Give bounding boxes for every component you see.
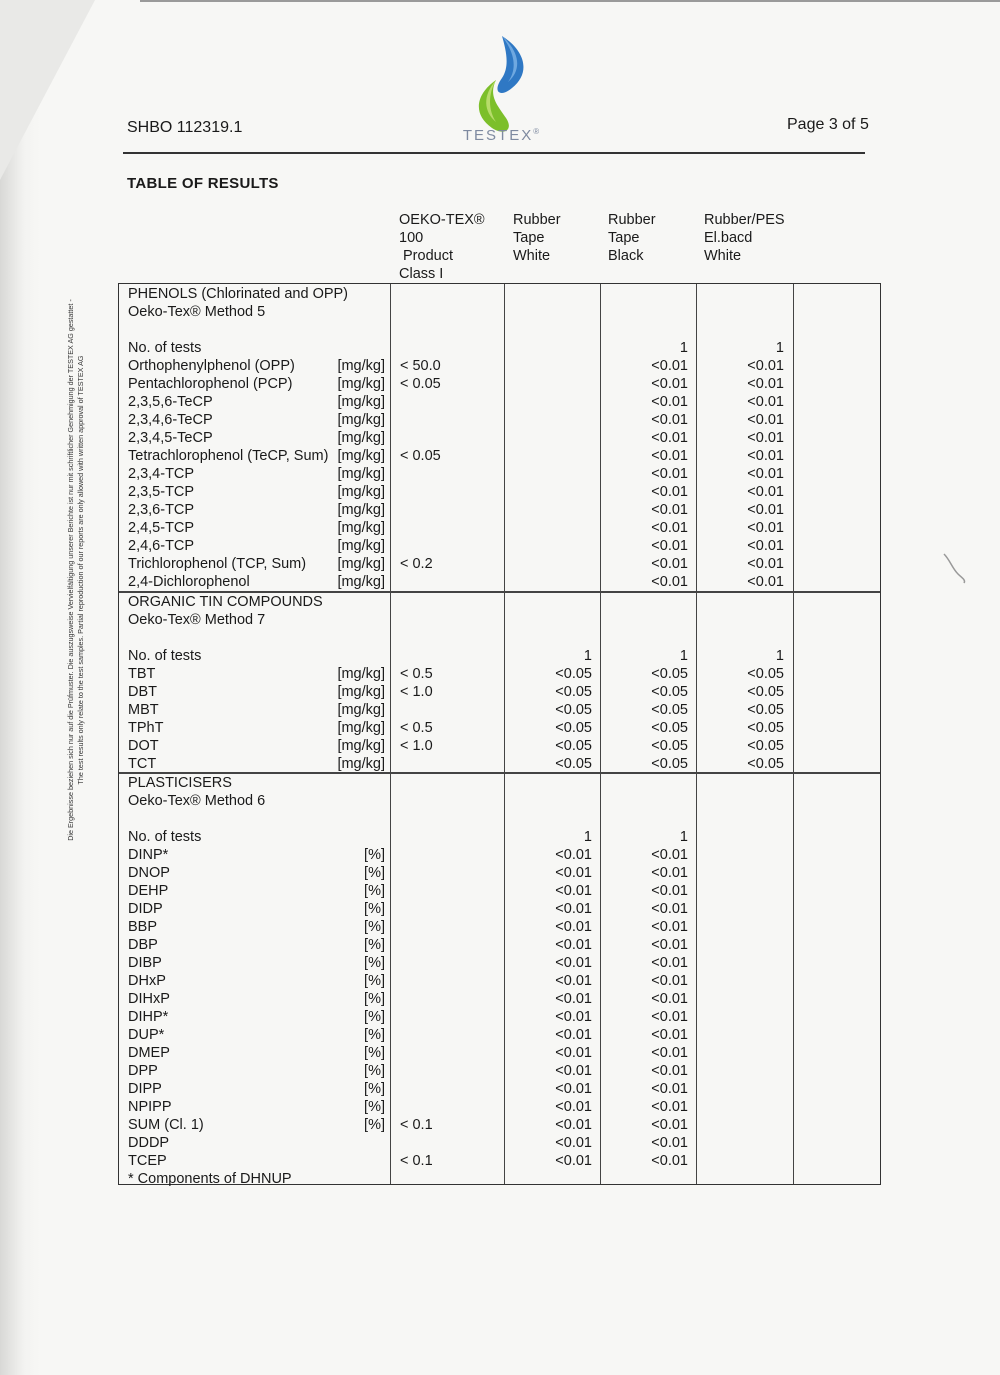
row-unit: [%] xyxy=(364,919,385,935)
row-limit: < 50.0 xyxy=(400,358,441,374)
pen-mark xyxy=(940,550,970,585)
value-rubber-tape-black: <0.01 xyxy=(651,1081,688,1097)
value-rubber-tape-black: <0.01 xyxy=(651,484,688,500)
row-unit: [%] xyxy=(364,973,385,989)
row-limit: < 0.05 xyxy=(400,448,441,464)
tests-count: 1 xyxy=(775,340,784,356)
value-rubber-tape-black: <0.01 xyxy=(651,556,688,572)
value-rubber-tape-black: <0.01 xyxy=(651,574,688,590)
value-rubber-tape-black: <0.01 xyxy=(651,394,688,410)
row-unit: [%] xyxy=(364,1063,385,1079)
value-rubber-pes-white: <0.01 xyxy=(747,448,784,464)
value-rubber-pes-white: <0.05 xyxy=(747,666,784,682)
row-limit: < 0.1 xyxy=(400,1153,433,1169)
value-rubber-tape-black: <0.05 xyxy=(651,720,688,736)
tests-count: 1 xyxy=(583,648,592,664)
section-title: PHENOLS (Chlorinated and OPP) xyxy=(128,286,349,302)
row-name: DIHxP xyxy=(128,991,170,1007)
column-header-limit: OEKO-TEX® 100 Product Class I xyxy=(399,212,485,282)
row-unit: [%] xyxy=(364,955,385,971)
row-name: DIHP* xyxy=(128,1009,169,1025)
tests-label: No. of tests xyxy=(128,829,202,845)
row-unit: [mg/kg] xyxy=(337,466,385,482)
brand-name: TESTEX® xyxy=(462,127,542,144)
column-header-rubber-pes-white: Rubber/PES El.bacd White xyxy=(704,212,785,264)
tests-count: 1 xyxy=(679,340,688,356)
legal-side-note: Die Ergebnisse beziehen sich nur auf die Prüfmuster. Die auszugsweise Vervielfältigung unserer Berichte ist nur mit schriftlicher Genehmigung der TESTEX AG gestattet - The test results only relate to the test samples. Partial reproduction of our reports are only allowed with written approval of TESTEX AG xyxy=(66,299,85,841)
scan-shadow xyxy=(0,0,40,1375)
value-rubber-tape-white: <0.01 xyxy=(555,1009,592,1025)
row-unit: [mg/kg] xyxy=(337,556,385,572)
row-name: DIDP xyxy=(128,901,163,917)
footnote: * Components of DHNUP xyxy=(128,1171,292,1187)
value-rubber-pes-white: <0.01 xyxy=(747,502,784,518)
page-title: TABLE OF RESULTS xyxy=(127,175,279,192)
row-unit: [mg/kg] xyxy=(337,538,385,554)
value-rubber-tape-white: <0.01 xyxy=(555,901,592,917)
row-unit: [%] xyxy=(364,1099,385,1115)
row-unit: [%] xyxy=(364,1045,385,1061)
row-name: DOT xyxy=(128,738,159,754)
value-rubber-tape-white: <0.01 xyxy=(555,1153,592,1169)
row-unit: [%] xyxy=(364,883,385,899)
value-rubber-tape-white: <0.01 xyxy=(555,1135,592,1151)
row-limit: < 0.1 xyxy=(400,1117,433,1133)
page-fold xyxy=(0,0,95,180)
value-rubber-tape-black: <0.01 xyxy=(651,412,688,428)
row-name: DINP* xyxy=(128,847,169,863)
value-rubber-tape-white: <0.05 xyxy=(555,666,592,682)
value-rubber-tape-black: <0.05 xyxy=(651,738,688,754)
row-unit: [mg/kg] xyxy=(337,666,385,682)
value-rubber-pes-white: <0.01 xyxy=(747,358,784,374)
value-rubber-pes-white: <0.01 xyxy=(747,376,784,392)
value-rubber-tape-black: <0.01 xyxy=(651,901,688,917)
tests-count: 1 xyxy=(775,648,784,664)
value-rubber-tape-white: <0.05 xyxy=(555,756,592,772)
results-table xyxy=(118,283,881,1185)
value-rubber-tape-black: <0.01 xyxy=(651,538,688,554)
row-unit: [mg/kg] xyxy=(337,684,385,700)
row-name: DIPP xyxy=(128,1081,162,1097)
value-rubber-pes-white: <0.01 xyxy=(747,556,784,572)
tests-label: No. of tests xyxy=(128,340,202,356)
row-unit: [%] xyxy=(364,865,385,881)
value-rubber-tape-white: <0.01 xyxy=(555,865,592,881)
row-name: NPIPP xyxy=(128,1099,172,1115)
value-rubber-tape-white: <0.01 xyxy=(555,847,592,863)
value-rubber-tape-black: <0.01 xyxy=(651,376,688,392)
row-name: BBP xyxy=(128,919,158,935)
value-rubber-tape-black: <0.01 xyxy=(651,520,688,536)
row-unit: [mg/kg] xyxy=(337,520,385,536)
row-unit: [%] xyxy=(364,1027,385,1043)
value-rubber-tape-black: <0.05 xyxy=(651,666,688,682)
tests-count: 1 xyxy=(679,829,688,845)
row-name: 2,3,6-TCP xyxy=(128,502,195,518)
row-unit: [%] xyxy=(364,1117,385,1133)
row-name: Trichlorophenol (TCP, Sum) xyxy=(128,556,307,572)
row-name: DEHP xyxy=(128,883,169,899)
row-unit: [mg/kg] xyxy=(337,574,385,590)
value-rubber-tape-black: <0.01 xyxy=(651,919,688,935)
value-rubber-tape-black: <0.01 xyxy=(651,430,688,446)
tests-count: 1 xyxy=(679,648,688,664)
value-rubber-tape-black: <0.01 xyxy=(651,1063,688,1079)
row-unit: [%] xyxy=(364,847,385,863)
value-rubber-tape-black: <0.01 xyxy=(651,847,688,863)
value-rubber-tape-white: <0.05 xyxy=(555,738,592,754)
value-rubber-tape-black: <0.01 xyxy=(651,466,688,482)
row-name: 2,4,6-TCP xyxy=(128,538,195,554)
tests-label: No. of tests xyxy=(128,648,202,664)
row-name: SUM (Cl. 1) xyxy=(128,1117,204,1133)
value-rubber-tape-black: <0.01 xyxy=(651,1117,688,1133)
column-header-rubber-tape-black: Rubber Tape Black xyxy=(608,212,656,264)
value-rubber-tape-white: <0.01 xyxy=(555,991,592,1007)
value-rubber-pes-white: <0.01 xyxy=(747,484,784,500)
value-rubber-tape-black: <0.05 xyxy=(651,702,688,718)
section-method: Oeko-Tex® Method 6 xyxy=(128,793,266,809)
row-limit: < 0.2 xyxy=(400,556,433,572)
tests-count: 1 xyxy=(583,829,592,845)
value-rubber-pes-white: <0.05 xyxy=(747,702,784,718)
value-rubber-pes-white: <0.01 xyxy=(747,574,784,590)
value-rubber-tape-black: <0.01 xyxy=(651,883,688,899)
row-unit: [%] xyxy=(364,901,385,917)
value-rubber-tape-black: <0.01 xyxy=(651,973,688,989)
row-name: 2,3,4-TCP xyxy=(128,466,195,482)
row-name: TPhT xyxy=(128,720,164,736)
row-limit: < 0.05 xyxy=(400,376,441,392)
row-limit: < 1.0 xyxy=(400,738,433,754)
value-rubber-pes-white: <0.05 xyxy=(747,684,784,700)
value-rubber-tape-black: <0.01 xyxy=(651,1135,688,1151)
row-name: DHxP xyxy=(128,973,166,989)
row-unit: [mg/kg] xyxy=(337,358,385,374)
row-limit: < 1.0 xyxy=(400,684,433,700)
row-name: DBT xyxy=(128,684,157,700)
row-name: 2,3,5-TCP xyxy=(128,484,195,500)
row-name: TBT xyxy=(128,666,156,682)
row-name: Orthophenylphenol (OPP) xyxy=(128,358,295,374)
row-unit: [mg/kg] xyxy=(337,430,385,446)
row-unit: [mg/kg] xyxy=(337,376,385,392)
row-unit: [%] xyxy=(364,1009,385,1025)
value-rubber-tape-white: <0.01 xyxy=(555,1063,592,1079)
row-unit: [mg/kg] xyxy=(337,738,385,754)
value-rubber-pes-white: <0.01 xyxy=(747,466,784,482)
row-name: DIBP xyxy=(128,955,162,971)
value-rubber-pes-white: <0.01 xyxy=(747,430,784,446)
value-rubber-pes-white: <0.05 xyxy=(747,756,784,772)
row-limit: < 0.5 xyxy=(400,720,433,736)
value-rubber-tape-white: <0.01 xyxy=(555,1117,592,1133)
value-rubber-tape-white: <0.01 xyxy=(555,919,592,935)
value-rubber-tape-white: <0.05 xyxy=(555,702,592,718)
value-rubber-tape-black: <0.01 xyxy=(651,865,688,881)
value-rubber-tape-white: <0.01 xyxy=(555,1045,592,1061)
row-name: 2,3,5,6-TeCP xyxy=(128,394,213,410)
value-rubber-tape-white: <0.01 xyxy=(555,1099,592,1115)
value-rubber-tape-black: <0.01 xyxy=(651,1153,688,1169)
value-rubber-tape-black: <0.01 xyxy=(651,955,688,971)
row-unit: [%] xyxy=(364,991,385,1007)
value-rubber-tape-black: <0.01 xyxy=(651,937,688,953)
value-rubber-tape-white: <0.01 xyxy=(555,1081,592,1097)
value-rubber-tape-white: <0.01 xyxy=(555,955,592,971)
row-unit: [mg/kg] xyxy=(337,720,385,736)
value-rubber-pes-white: <0.05 xyxy=(747,720,784,736)
value-rubber-tape-white: <0.01 xyxy=(555,973,592,989)
value-rubber-tape-black: <0.01 xyxy=(651,1045,688,1061)
row-unit: [%] xyxy=(364,1081,385,1097)
value-rubber-pes-white: <0.01 xyxy=(747,538,784,554)
row-unit: [mg/kg] xyxy=(337,394,385,410)
header-divider xyxy=(123,152,865,154)
value-rubber-tape-black: <0.01 xyxy=(651,448,688,464)
row-unit: [mg/kg] xyxy=(337,502,385,518)
row-name: 2,3,4,6-TeCP xyxy=(128,412,213,428)
row-name: TCEP xyxy=(128,1153,167,1169)
value-rubber-pes-white: <0.01 xyxy=(747,520,784,536)
value-rubber-tape-black: <0.01 xyxy=(651,358,688,374)
report-id: SHBO 112319.1 xyxy=(127,119,243,136)
value-rubber-tape-black: <0.01 xyxy=(651,991,688,1007)
row-name: DDDP xyxy=(128,1135,170,1151)
row-unit: [mg/kg] xyxy=(337,702,385,718)
value-rubber-tape-white: <0.01 xyxy=(555,883,592,899)
row-unit: [mg/kg] xyxy=(337,484,385,500)
value-rubber-tape-black: <0.05 xyxy=(651,684,688,700)
value-rubber-tape-black: <0.01 xyxy=(651,1009,688,1025)
value-rubber-tape-white: <0.05 xyxy=(555,684,592,700)
top-edge-line xyxy=(140,0,1000,2)
value-rubber-tape-white: <0.01 xyxy=(555,1027,592,1043)
section-method: Oeko-Tex® Method 5 xyxy=(128,304,266,320)
row-name: TCT xyxy=(128,756,157,772)
value-rubber-pes-white: <0.01 xyxy=(747,394,784,410)
row-name: DBP xyxy=(128,937,158,953)
section-title: ORGANIC TIN COMPOUNDS xyxy=(128,594,323,610)
section-title: PLASTICISERS xyxy=(128,775,232,791)
value-rubber-tape-black: <0.01 xyxy=(651,1099,688,1115)
section-method: Oeko-Tex® Method 7 xyxy=(128,612,266,628)
row-unit: [mg/kg] xyxy=(337,412,385,428)
row-limit: < 0.5 xyxy=(400,666,433,682)
row-name: MBT xyxy=(128,702,159,718)
row-name: 2,4-Dichlorophenol xyxy=(128,574,250,590)
row-name: DNOP xyxy=(128,865,170,881)
value-rubber-tape-white: <0.05 xyxy=(555,720,592,736)
value-rubber-pes-white: <0.01 xyxy=(747,412,784,428)
row-name: Tetrachlorophenol (TeCP, Sum) xyxy=(128,448,329,464)
row-unit: [mg/kg] xyxy=(337,756,385,772)
page-number: Page 3 of 5 xyxy=(787,116,869,133)
value-rubber-tape-black: <0.05 xyxy=(651,756,688,772)
value-rubber-tape-black: <0.01 xyxy=(651,502,688,518)
row-name: 2,4,5-TCP xyxy=(128,520,195,536)
row-name: DPP xyxy=(128,1063,158,1079)
value-rubber-tape-white: <0.01 xyxy=(555,937,592,953)
row-name: DMEP xyxy=(128,1045,170,1061)
value-rubber-tape-black: <0.01 xyxy=(651,1027,688,1043)
row-unit: [%] xyxy=(364,937,385,953)
row-name: 2,3,4,5-TeCP xyxy=(128,430,213,446)
value-rubber-pes-white: <0.05 xyxy=(747,738,784,754)
row-unit: [mg/kg] xyxy=(337,448,385,464)
row-name: Pentachlorophenol (PCP) xyxy=(128,376,293,392)
column-header-rubber-tape-white: Rubber Tape White xyxy=(513,212,561,264)
row-name: DUP* xyxy=(128,1027,165,1043)
